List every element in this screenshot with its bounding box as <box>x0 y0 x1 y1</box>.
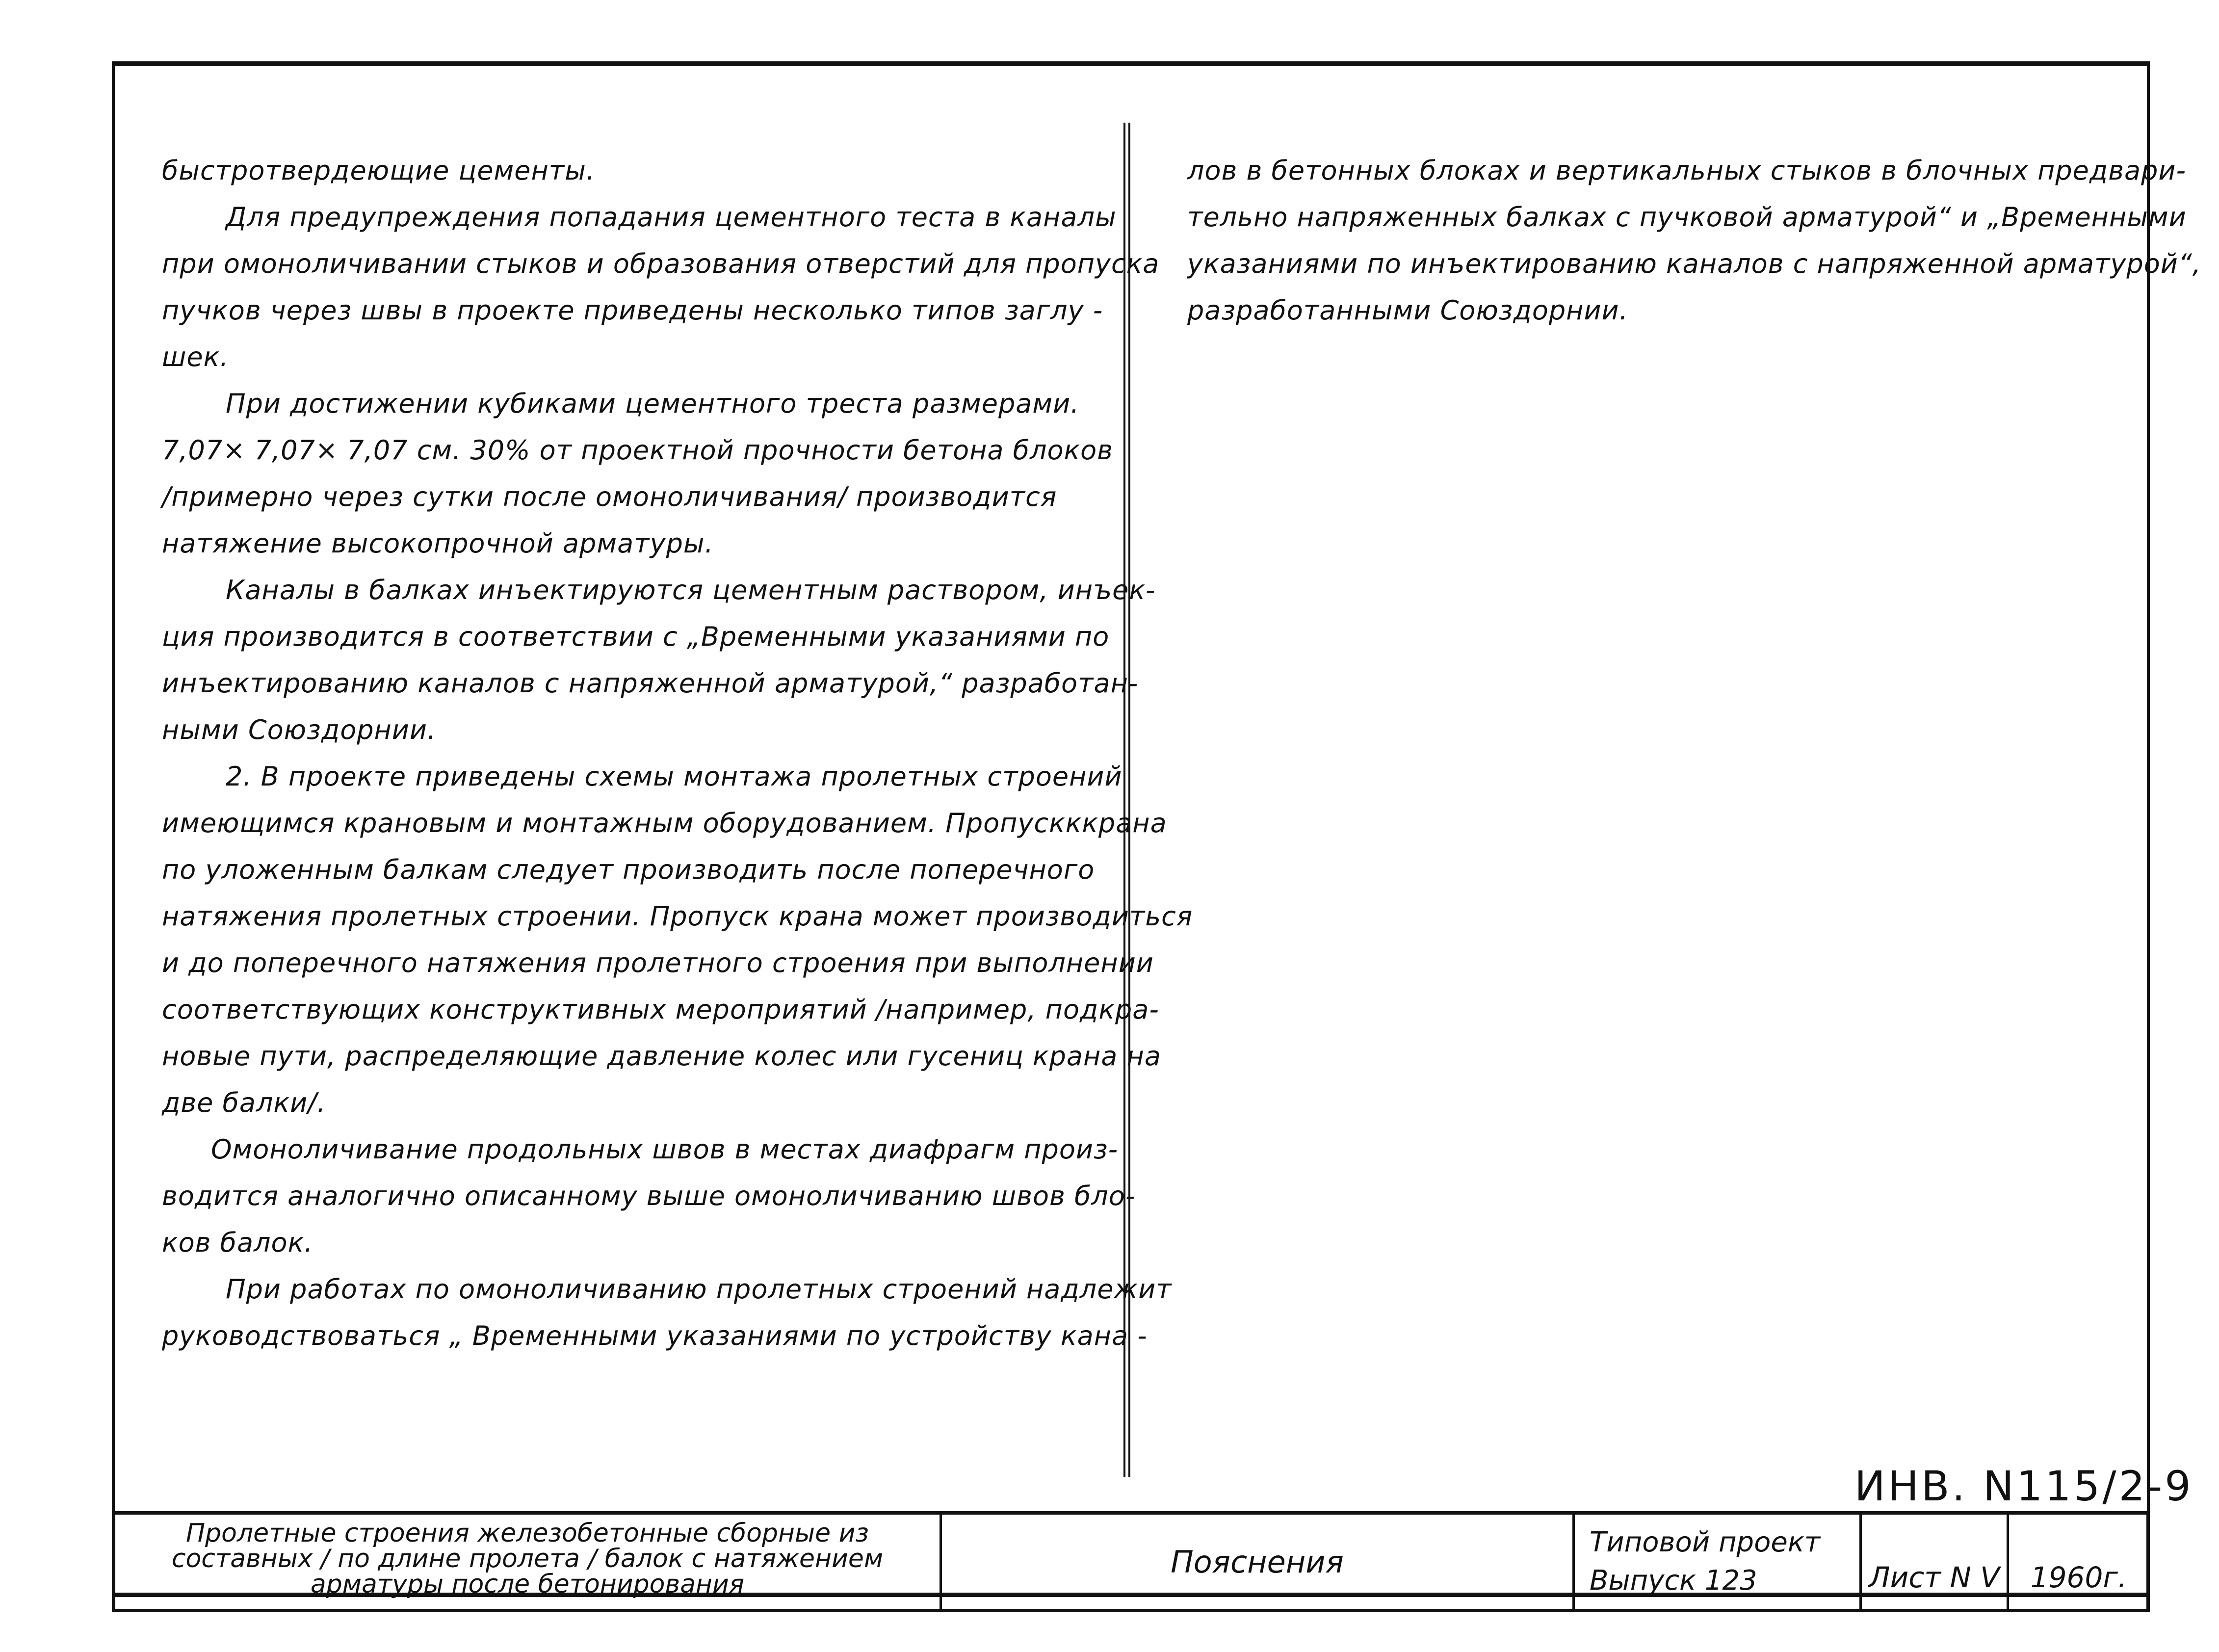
title-description-line: составных / по длине пролета / балок с натяжением <box>171 1544 884 1573</box>
text-line: ков балок. <box>162 1227 313 1258</box>
text-line: При работах по омоноличиванию пролетных строений надлежит <box>226 1274 1172 1305</box>
text-line: имеющимся крановым и монтажным оборудованием. Пропускккрана <box>162 808 1167 839</box>
sheet-number: Лист N V <box>1859 1515 2007 1609</box>
title-block <box>112 1511 2150 1612</box>
text-line: разработанными Союздорнии. <box>1187 295 1628 326</box>
right-text-column <box>1187 147 2201 334</box>
inventory-number: ИНВ. N115/2-9 <box>1854 1462 2193 1510</box>
text-line: две балки/. <box>162 1087 326 1118</box>
text-line: указаниями по инъектированию каналов с напряженной арматурой“, <box>1187 248 2201 279</box>
text-line: 2. В проекте приведены схемы монтажа пролетных строений <box>226 761 1123 792</box>
project-issue: Выпуск 123 <box>1590 1565 1757 1597</box>
text-line: При достижении кубиками цементного треста размерами. <box>226 388 1080 419</box>
text-line: /примерно через сутки после омоноличивания/ производится <box>162 481 1057 512</box>
year: 1960г. <box>2007 1515 2148 1609</box>
project-info <box>1572 1515 1859 1609</box>
text-line: и до поперечного натяжения пролетного строения при выполнении <box>162 947 1154 978</box>
text-line: Каналы в балках инъектируются цементным раствором, инъек- <box>226 575 1156 605</box>
text-line: тельно напряженных балках с пучковой арматурой“ и „Временными <box>1187 202 2187 233</box>
text-line: лов в бетонных блоках и вертикальных стыков в блочных предвари- <box>1187 155 2187 186</box>
text-line: ными Союздорнии. <box>162 714 437 745</box>
text-line: руководствоваться „ Временными указаниями по устройству кана - <box>162 1320 1148 1351</box>
text-line: быстротвердеющие цементы. <box>162 155 596 186</box>
text-line: 7,07× 7,07× 7,07 см. 30% от проектной прочности бетона блоков <box>162 435 1114 466</box>
text-line: инъектированию каналов с напряженной арматурой,“ разработан- <box>162 668 1139 699</box>
text-line: шек. <box>162 341 229 372</box>
text-line: пучков через швы в проекте приведены несколько типов заглу - <box>162 295 1103 326</box>
text-line: Для предупреждения попадания цементного теста в каналы <box>226 202 1117 233</box>
text-line: ция производится в соответствии с „Временными указаниями по <box>162 621 1110 652</box>
text-line: натяжение высокопрочной арматуры. <box>162 528 714 559</box>
text-line: по уложенным балкам следует производить после поперечного <box>162 854 1095 885</box>
text-line: натяжения пролетных строении. Пропуск крана может производиться <box>162 901 1193 932</box>
left-text-column <box>162 147 1193 1359</box>
title-description-line: арматуры после бетонирования <box>310 1570 745 1599</box>
title-description <box>115 1515 940 1609</box>
text-line: при омоноличивании стыков и образования отверстий для пропуска <box>162 248 1160 279</box>
text-line: новые пути, распределяющие давление колес или гусениц крана на <box>162 1041 1161 1072</box>
title-description-line: Пролетные строения железобетонные сборные из <box>185 1519 869 1548</box>
project-type: Типовой проект <box>1590 1526 1821 1558</box>
text-line: водится аналогично описанному выше омоноличиванию швов бло- <box>162 1180 1136 1211</box>
sheet-name: Пояснения <box>940 1515 1572 1609</box>
text-line: Омоноличивание продольных швов в местах диафрагм произ- <box>211 1134 1119 1165</box>
text-line: соответствующих конструктивных мероприятий /например, подкра- <box>162 994 1159 1025</box>
